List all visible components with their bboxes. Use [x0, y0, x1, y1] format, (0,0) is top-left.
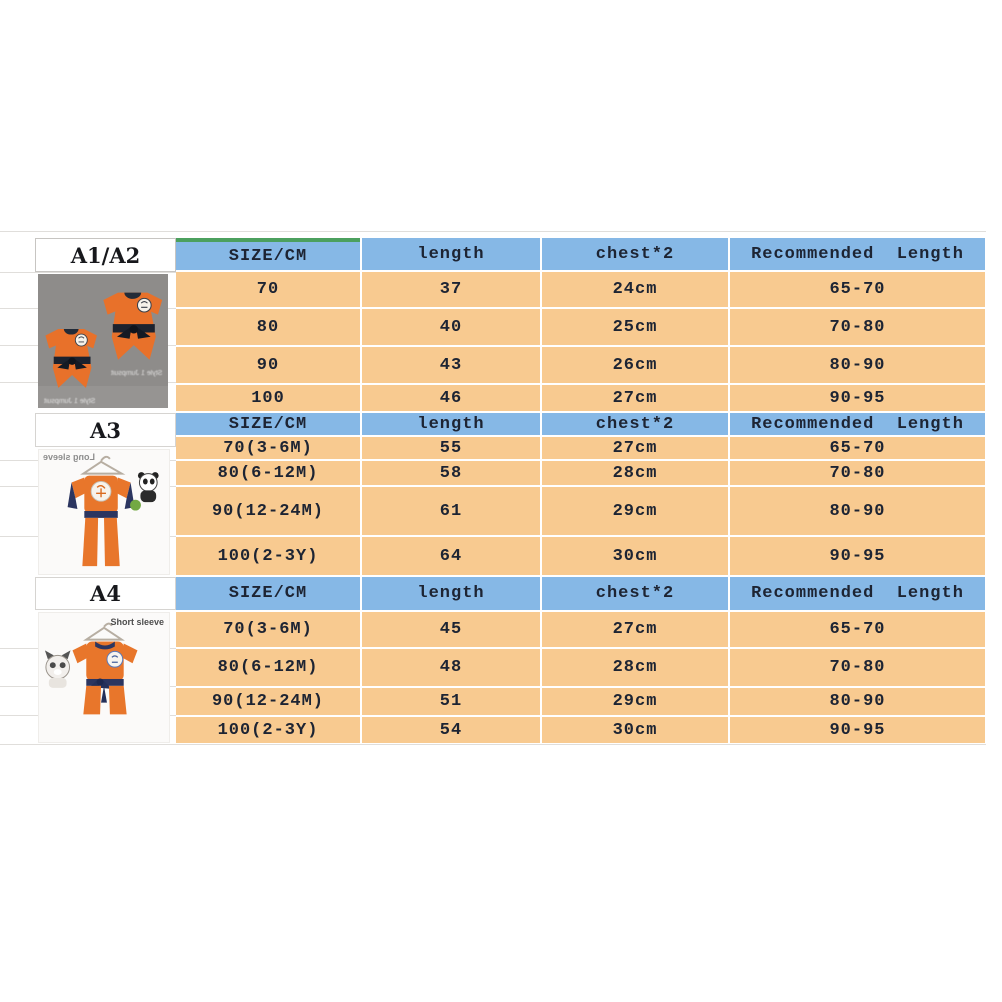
length-cell: 51 — [362, 688, 540, 715]
length-cell: 43 — [362, 347, 540, 383]
romper-illustration — [39, 613, 169, 742]
photo-caption: Long sleeve — [43, 452, 96, 462]
gridline-stub — [0, 744, 986, 745]
section-label-a3: A3 — [35, 413, 176, 447]
size-table-a3 — [176, 413, 985, 575]
product-photo-a1a2 — [38, 274, 168, 408]
column-header-size: SIZE/CM — [176, 413, 360, 435]
length-cell: 58 — [362, 461, 540, 485]
column-header-chest: chest*2 — [542, 413, 728, 435]
chest-cell: 27cm — [542, 385, 728, 411]
column-header-chest: chest*2 — [542, 238, 728, 270]
jumpsuit-illustration — [39, 450, 169, 574]
recommended-cell: 65-70 — [730, 437, 985, 459]
size-cell: 90(12-24M) — [176, 487, 360, 535]
chest-cell: 27cm — [542, 437, 728, 459]
rompers-illustration — [38, 274, 168, 408]
length-cell: 55 — [362, 437, 540, 459]
column-header-recommended: Recommended Length — [730, 577, 985, 610]
chest-cell: 27cm — [542, 612, 728, 647]
size-cell: 70 — [176, 272, 360, 307]
length-cell: 37 — [362, 272, 540, 307]
length-cell: 45 — [362, 612, 540, 647]
recommended-cell: 90-95 — [730, 717, 985, 743]
length-cell: 40 — [362, 309, 540, 345]
recommended-cell: 80-90 — [730, 688, 985, 715]
recommended-cell: 90-95 — [730, 537, 985, 575]
size-cell: 100(2-3Y) — [176, 717, 360, 743]
gridline-stub — [0, 231, 986, 232]
recommended-cell: 70-80 — [730, 649, 985, 686]
size-cell: 70(3-6M) — [176, 612, 360, 647]
length-cell: 54 — [362, 717, 540, 743]
recommended-cell: 80-90 — [730, 347, 985, 383]
recommended-cell: 70-80 — [730, 461, 985, 485]
column-header-chest: chest*2 — [542, 577, 728, 610]
column-header-length: length — [362, 238, 540, 270]
chest-cell: 30cm — [542, 717, 728, 743]
size-cell: 80(6-12M) — [176, 649, 360, 686]
product-photo-a4 — [38, 612, 170, 743]
chest-cell: 30cm — [542, 537, 728, 575]
recommended-cell: 80-90 — [730, 487, 985, 535]
column-header-length: length — [362, 577, 540, 610]
gridline-stub — [0, 272, 176, 273]
size-table-a4 — [176, 577, 985, 743]
size-cell: 100(2-3Y) — [176, 537, 360, 575]
watermark-text: Style 1 Jumpsuit — [110, 370, 162, 377]
recommended-cell: 65-70 — [730, 612, 985, 647]
size-cell: 70(3-6M) — [176, 437, 360, 459]
recommended-cell: 90-95 — [730, 385, 985, 411]
length-cell: 64 — [362, 537, 540, 575]
chest-cell: 29cm — [542, 487, 728, 535]
recommended-cell: 65-70 — [730, 272, 985, 307]
photo-caption: Short sleeve — [110, 617, 164, 627]
size-cell: 100 — [176, 385, 360, 411]
length-cell: 61 — [362, 487, 540, 535]
chest-cell: 25cm — [542, 309, 728, 345]
column-header-recommended: Recommended Length — [730, 238, 985, 270]
length-cell: 46 — [362, 385, 540, 411]
recommended-cell: 70-80 — [730, 309, 985, 345]
column-header-length: length — [362, 413, 540, 435]
chest-cell: 28cm — [542, 649, 728, 686]
size-table-a1a2 — [176, 238, 985, 411]
section-label-a4: A4 — [35, 577, 176, 610]
column-header-size: SIZE/CM — [176, 238, 360, 270]
chest-cell: 28cm — [542, 461, 728, 485]
watermark-text: Style 1 Jumpsuit — [44, 398, 96, 405]
column-header-recommended: Recommended Length — [730, 413, 985, 435]
chest-cell: 24cm — [542, 272, 728, 307]
size-cell: 90 — [176, 347, 360, 383]
size-cell: 80 — [176, 309, 360, 345]
length-cell: 48 — [362, 649, 540, 686]
size-cell: 80(6-12M) — [176, 461, 360, 485]
size-cell: 90(12-24M) — [176, 688, 360, 715]
chest-cell: 29cm — [542, 688, 728, 715]
section-label-a1a2: A1/A2 — [35, 238, 176, 272]
product-photo-a3 — [38, 449, 170, 575]
chest-cell: 26cm — [542, 347, 728, 383]
column-header-size: SIZE/CM — [176, 577, 360, 610]
